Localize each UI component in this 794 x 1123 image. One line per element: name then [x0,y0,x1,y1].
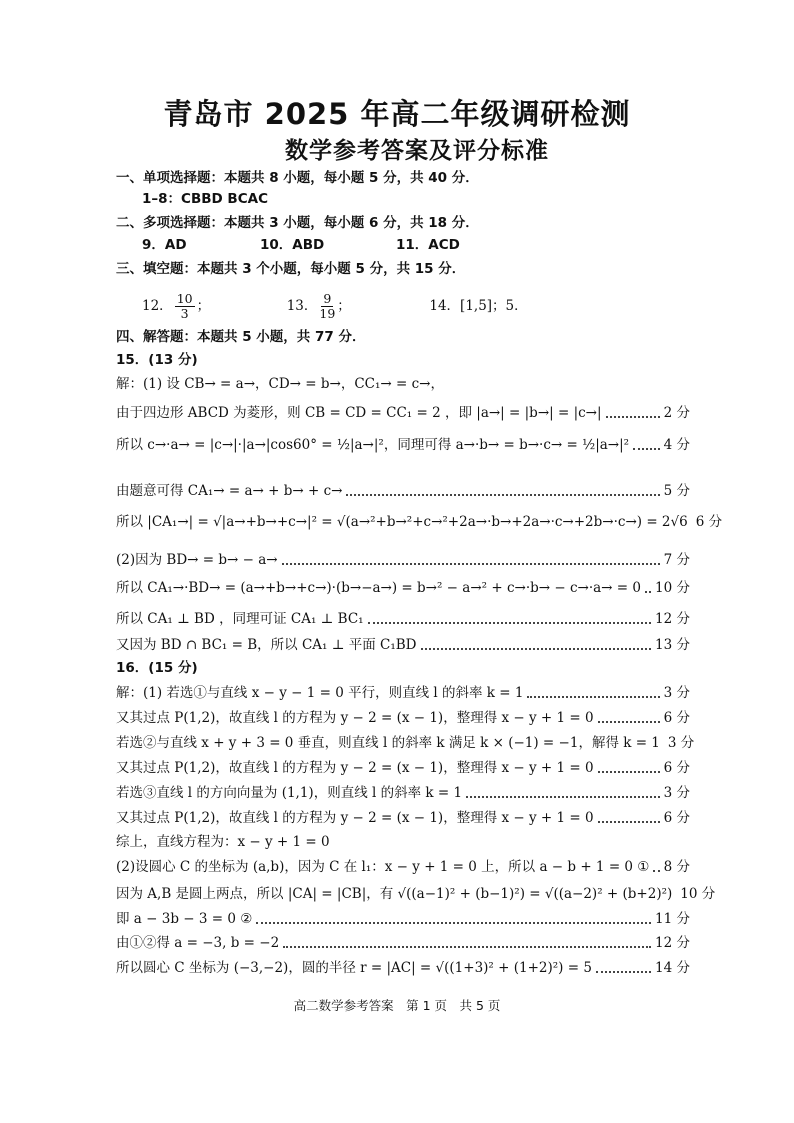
q16-line [116,855,690,879]
score-label: 6 分 [663,710,690,726]
solution-text: 由于四边形 ABCD 为菱形，则 CB = CD = CC₁ = 2 ，即 |a→| = |b→| = |c→| [116,405,602,421]
section-2-heading: 二、多项选择题：本题共 3 小题，每小题 6 分，共 18 分． [116,215,479,231]
dot-leader [596,969,651,973]
page-subtitle: 数学参考答案及评分标准 [285,138,549,164]
score-label: 6 分 [663,760,690,776]
dot-leader [256,920,651,924]
q16-line [116,956,690,980]
solution-text: 由题意可得 CA₁→ = a→ + b→ + c→ [116,483,343,499]
score-label: 5 分 [663,483,690,499]
score-label: 7 分 [663,552,690,568]
answer-12: 12． $\frac{10}{3}$ ； [142,291,211,321]
fraction-13: $\frac{9}{19}$ [319,291,336,321]
q15-line [116,548,690,572]
score-label: 12 分 [655,935,690,951]
solution-text: 又其过点 P(1,2)，故直线 l 的方程为 y − 2 = (x − 1)，整理得 x − y + 1 = 0 [116,710,594,726]
q15-line [116,576,690,600]
section-2-answers [142,233,716,257]
q15-line [116,401,690,425]
score-label: 11 分 [655,911,690,927]
solution-text: (2)因为 BD→ = b→ − a→ [116,552,278,568]
solution-text: 所以 c→·a→ = |c→|·|a→|cos60° = ½|a→|²，同理可得 a→·b→ = b→·c→ = ½|a→|² [116,437,630,453]
dot-leader [282,561,660,565]
answer-9: 9．AD [142,237,187,253]
dot-leader [421,646,652,650]
question-15-heading: 15．(13 分) [116,352,198,368]
q15-line [116,372,690,396]
dot-leader [598,719,660,723]
score-label: 10 分 [680,886,716,902]
fraction-12: $\frac{10}{3}$ [176,291,193,321]
score-label: 3 分 [667,735,695,751]
solution-text: 所以圆心 C 坐标为 (−3,−2)，圆的半径 r = |AC| = √((1+3)² + (1+2)²) = 5 [116,960,592,976]
score-label: 12 分 [655,611,690,627]
q15-line [116,607,690,631]
question-16-heading: 16．(15 分) [116,660,198,676]
solution-text: 综上，直线方程为：x − y + 1 = 0 [116,834,330,850]
score-label: 3 分 [663,685,690,701]
q15-line [116,510,723,534]
score-label: 10 分 [655,580,690,596]
dot-leader [346,492,659,496]
q16-line [116,756,690,780]
solution-text: 又其过点 P(1,2)，故直线 l 的方程为 y − 2 = (x − 1)，整理得 x − y + 1 = 0 [116,810,594,826]
score-label: 6 分 [695,514,723,530]
dot-leader [368,620,651,624]
dot-leader [466,794,660,798]
answer-13: 13． $\frac{9}{19}$ ； [286,291,351,321]
solution-text: 解：(1) 设 CB→ = a→，CD→ = b→，CC₁→ = c→， [116,376,444,392]
page-title: 青岛市 2025 年高二年级调研检测 [163,97,631,131]
solution-text: 即 a − 3b − 3 = 0 ② [116,911,253,927]
dot-leader [645,589,651,593]
page-footer: 高二数学参考答案 第 1 页 共 5 页 [293,998,501,1013]
score-label: 8 分 [663,859,690,875]
q15-line [116,433,690,457]
q15-line [116,633,690,657]
score-label: 4 分 [663,437,690,453]
section-3-heading: 三、填空题：本题共 3 个小题，每小题 5 分，共 15 分． [116,261,466,277]
score-label: 6 分 [663,810,690,826]
q16-line [116,907,690,931]
solution-text: 所以 CA₁ ⊥ BD ，同理可证 CA₁ ⊥ BC₁ [116,611,364,627]
dot-leader [606,414,660,418]
score-label: 13 分 [655,637,690,653]
score-label: 2 分 [663,405,690,421]
dot-leader [653,868,659,872]
dot-leader [633,446,660,450]
dot-leader [527,694,659,698]
solution-text: 由①②得 a = −3, b = −2 [116,935,280,951]
q15-line [116,479,690,503]
section-4-heading: 四、解答题：本题共 5 小题，共 77 分． [116,329,366,345]
section-1-heading: 一、单项选择题：本题共 8 小题，每小题 5 分，共 40 分． [116,170,479,186]
solution-text: 所以 CA₁→·BD→ = (a→+b→+c→)·(b→−a→) = b→² − a→² + c→·b→ − c→·a→ = 0 [116,580,641,596]
solution-text: (2)设圆心 C 的坐标为 (a,b)，因为 C 在 l₁：x − y + 1 = 0 上，所以 a − b + 1 = 0 ① [116,859,650,875]
q16-line [116,882,716,906]
solution-text: 解：(1) 若选①与直线 x − y − 1 = 0 平行，则直线 l 的斜率 k = 1 [116,685,524,701]
score-label: 3 分 [663,785,690,801]
solution-text: 若选③直线 l 的方向向量为 (1,1)，则直线 l 的斜率 k = 1 [116,785,463,801]
solution-text: 因为 A,B 是圆上两点，所以 |CA| = |CB|，有 √((a−1)² + (b−1)²) = √((a−2)² + (b+2)²) [116,886,673,902]
score-label: 14 分 [655,960,690,976]
q16-line [116,830,690,854]
q16-line [116,931,690,955]
q16-line [116,681,690,705]
section-1-answers: 1–8：CBBD BCAC [142,191,268,207]
dot-leader [283,944,651,948]
section-3-answers [142,286,716,326]
q16-line [116,781,690,805]
solution-text: 又因为 BD ∩ BC₁ = B，所以 CA₁ ⊥ 平面 C₁BD [116,637,417,653]
solution-text: 所以 |CA₁→| = √|a→+b→+c→|² = √(a→²+b→²+c→²+2a→·b→+2a→·c→+2b→·c→) = 2√6 [116,514,688,530]
q16-line [116,706,690,730]
dot-leader [598,769,660,773]
answer-10: 10．ABD [260,237,325,253]
q16-line [116,806,690,830]
dot-leader [598,819,660,823]
solution-text: 若选②与直线 x + y + 3 = 0 垂直，则直线 l 的斜率 k 满足 k × (−1) = −1，解得 k = 1 [116,735,660,751]
answer-14: 14．[1,5]；5． [429,298,528,314]
answer-11: 11．ACD [396,237,460,253]
q16-line [116,731,695,755]
solution-text: 又其过点 P(1,2)，故直线 l 的方程为 y − 2 = (x − 1)，整理得 x − y + 1 = 0 [116,760,594,776]
